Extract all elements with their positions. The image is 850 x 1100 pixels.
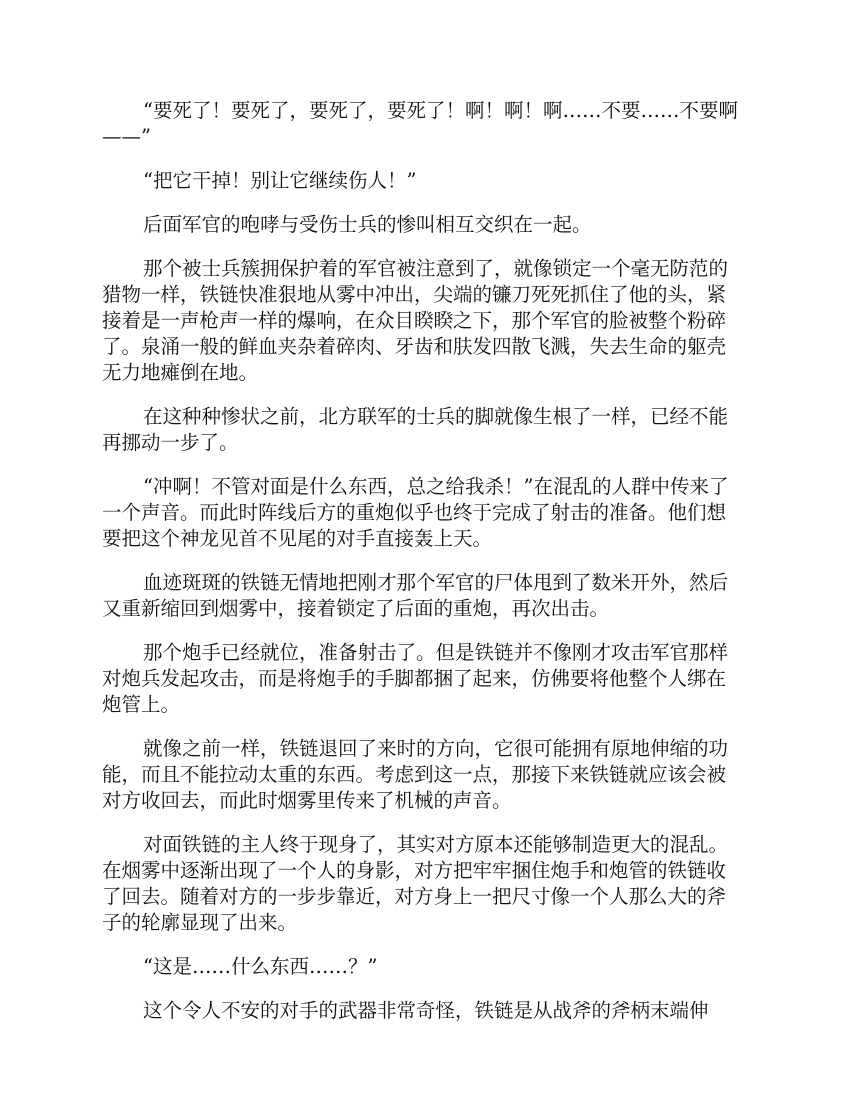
paragraph-6: “冲啊！不管对面是什么东西，总之给我杀！”在混乱的人群中传来了一个声音。而此时阵线后方的重炮似乎也终于完成了射击的准备。他们想要把这个神龙见首不见尾的对手直接轰上天。: [102, 475, 729, 550]
document-body: [102, 98, 742, 1042]
paragraph-8: 那个炮手已经就位，准备射击了。但是铁链并不像刚才攻击军官那样对炮兵发起攻击，而是将炮手的手脚都捆了起来，仿佛要将他整个人绑在炮管上。: [102, 641, 729, 716]
paragraph-4: 那个被士兵簇拥保护着的军官被注意到了，就像锁定一个毫无防范的猎物一样，铁链快准狠地从雾中冲出，尖端的镰刀死死抓住了他的头，紧接着是一声枪声一样的爆响，在众目睽睽之下，那个军官的脸被整个粉碎了。泉涌一般的鲜血夹杂着碎肉、牙齿和肤发四散飞溅，失去生命的躯壳无力地瘫倒在地。: [102, 257, 729, 384]
paragraph-12: 这个令人不安的对手的武器非常奇怪，铁链是从战斧的斧柄末端伸: [143, 999, 709, 1022]
paragraph-9: 就像之前一样，铁链退回了来时的方向，它很可能拥有原地伸缩的功能，而且不能拉动太重的东西。考虑到这一点，那接下来铁链就应该会被对方收回去，而此时烟雾里传来了机械的声音。: [102, 737, 729, 812]
paragraph-1: “要死了！要死了，要死了，要死了！啊！啊！啊……不要……不要啊——”: [102, 99, 738, 148]
paragraph-7: 血迹斑斑的铁链无情地把刚才那个军官的尸体甩到了数米开外，然后又重新缩回到烟雾中，接着锁定了后面的重炮，再次出击。: [102, 571, 729, 620]
paragraph-2: “把它干掉！别让它继续伤人！”: [143, 169, 417, 192]
paragraph-5: 在这种种惨状之前，北方联军的士兵的脚就像生根了一样，已经不能再挪动一步了。: [102, 405, 729, 454]
paragraph-11: “这是……什么东西……？”: [143, 955, 378, 978]
paragraph-10: 对面铁链的主人终于现身了，其实对方原本还能够制造更大的混乱。在烟雾中逐渐出现了一个人的身影，对方把牢牢捆住炮手和炮管的铁链收了回去。随着对方的一步步靠近，对方身上一把尺寸像一个人那么大的斧子的轮廓显现了出来。: [102, 833, 729, 934]
paragraph-3: 后面军官的咆哮与受伤士兵的惨叫相互交织在一起。: [143, 213, 592, 236]
